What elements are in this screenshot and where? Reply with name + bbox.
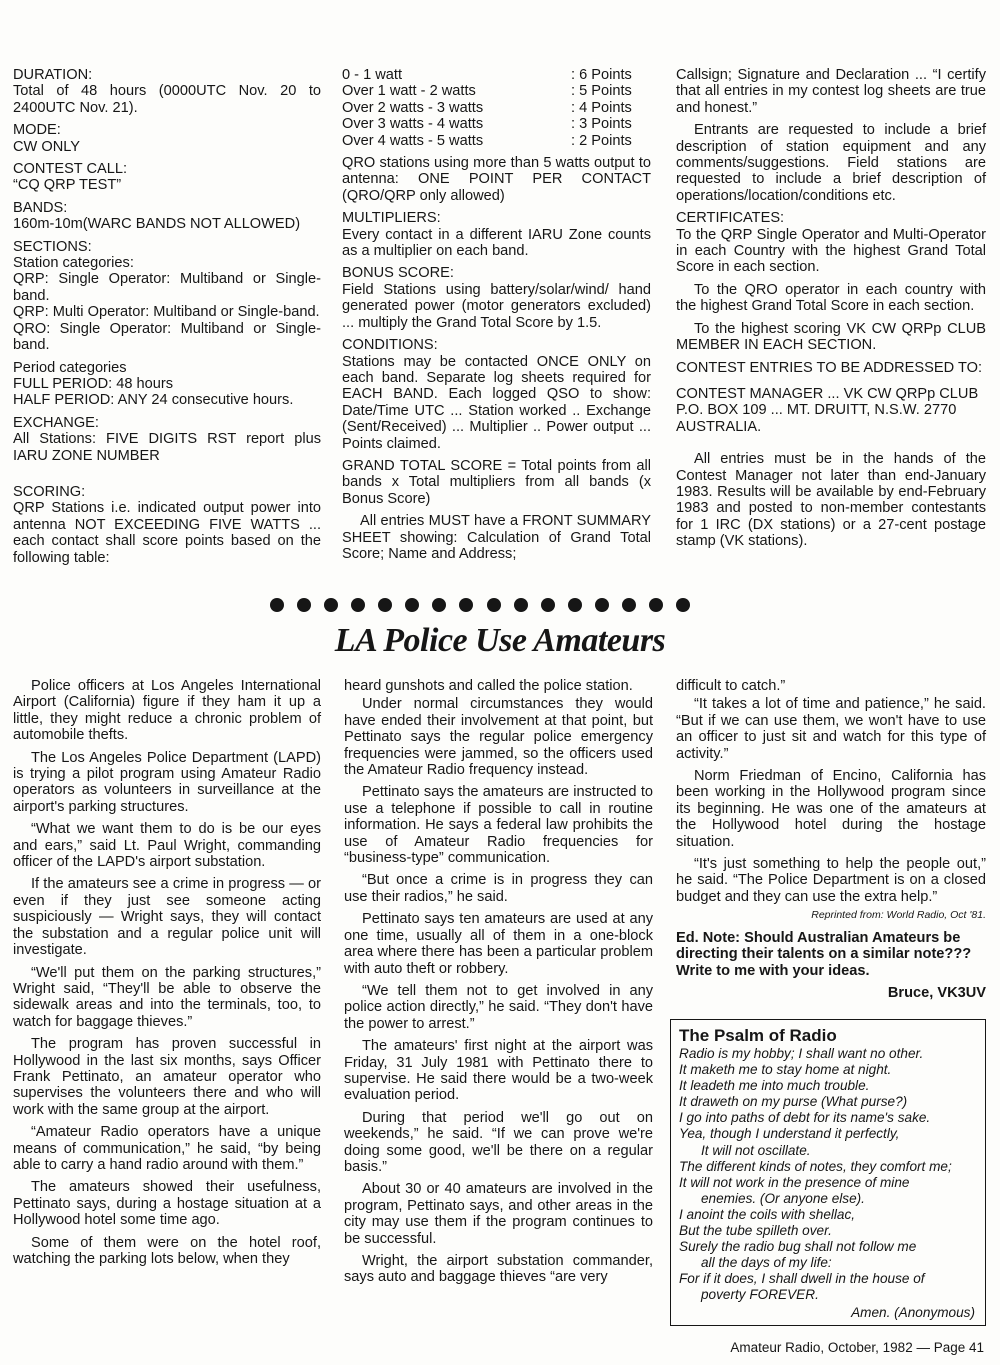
article-paragraph: Under normal circumstances they would have ended their involvement at that point, but Pettinato says the regular police emergency frequencies were jammed, so the officers used the Amateur Radio frequency instead. [344, 696, 653, 779]
article-paragraph: “But once a crime is in progress they can use their radios,” he said. [344, 872, 653, 905]
article-paragraph: heard gunshots and called the police station. [344, 678, 633, 694]
article-paragraph: Police officers at Los Angeles International Airport (California) figure if they ham it up a little, they might reduce a chronic problem of automobile thefts. [13, 678, 321, 744]
psalm-line: It leadeth me into much trouble. [679, 1078, 870, 1094]
points-table [342, 67, 651, 149]
psalm-title: The Psalm of Radio [679, 1026, 837, 1045]
category-2: QRP: Multi Operator: Multiband or Single-band. [13, 304, 320, 321]
sections-heading: SECTIONS: [13, 238, 92, 255]
divider-dot [514, 598, 528, 612]
contest-column-1 [13, 67, 321, 572]
article-column-2 [344, 678, 653, 1292]
psalm-line: poverty FOREVER. [701, 1287, 819, 1303]
divider-dot [622, 598, 636, 612]
psalm-box [670, 1019, 986, 1326]
article-paragraph: During that period we'll go out on weekends,” he said. “If we can prove we're doing some good, we'll be there on a regular basis.” [344, 1109, 653, 1175]
page-footer: Amateur Radio, October, 1982 — Page 41 [730, 1340, 984, 1355]
mode-heading: MODE: [13, 122, 61, 139]
psalm-line: It maketh me to stay home at night. [679, 1062, 892, 1078]
article-title: LA Police Use Amateurs [334, 622, 666, 659]
conditions-heading: CONDITIONS: [342, 337, 438, 354]
duration-text: Total of 48 hours (0000UTC Nov. 20 to 2400UTC Nov. 21). [13, 83, 321, 116]
contest-call-text: “CQ QRP TEST” [13, 177, 122, 194]
exchange-heading: EXCHANGE: [13, 414, 99, 431]
article-paragraph: “Amateur Radio operators have a unique means of communication,” he said, “by being able to carry a hand radio around with them.” [13, 1124, 321, 1173]
mode-text: CW ONLY [13, 138, 81, 155]
conditions-text: Stations may be contacted ONCE ONLY on each band. Separate log sheets required for EACH BAND. Each logged QSO to show: Date/Time UTC ... Station worked .. Exchange (Sent/Received) ... Multiplier .. Power output ... Points claimed. [342, 353, 651, 452]
contest-column-3 [676, 67, 986, 556]
article-paragraph: difficult to catch.” [676, 678, 786, 694]
psalm-amen: Amen. (Anonymous) [851, 1304, 975, 1320]
psalm-line: I go into paths of debt for its name's sake. [679, 1110, 931, 1126]
period-heading: Period categories [13, 359, 127, 376]
bonus-heading: BONUS SCORE: [342, 265, 454, 282]
address-heading: CONTEST ENTRIES TO BE ADDRESSED TO: [676, 359, 983, 376]
psalm-line: Surely the radio bug shall not follow me [679, 1239, 917, 1255]
divider-dot [432, 598, 446, 612]
exchange-text: All Stations: FIVE DIGITS RST report plus IARU ZONE NUMBER [13, 431, 321, 464]
editor-signature: Bruce, VK3UV [887, 984, 986, 1001]
contest-call-heading: CONTEST CALL: [13, 161, 128, 178]
qro-stations-text: QRO stations using more than 5 watts output to antenna: ONE POINT PER CONTACT (QRO/QRP only allowed) [342, 155, 651, 204]
reprint-credit: Reprinted from: World Radio, Oct '81. [811, 909, 986, 922]
article-paragraph: “It takes a lot of time and patience,” he said. “But if we can use them, we won't have to use an officer to just sit and watch for this type of activity.” [676, 696, 986, 762]
article-paragraph: “It's just something to help the people out,” he said. “The Police Department is on a closed budget and they can use the extra help.” [676, 856, 986, 905]
divider-dot [351, 598, 365, 612]
deadline-text: All entries must be in the hands of the Contest Manager not later than end-January 1983. Results will be available by end-February 1983 and posted to non-member contestants for 1 IRC (DX stations) or a 27-cent postage stamp (VK stations). [676, 451, 986, 550]
category-1: QRP: Single Operator: Multiband or Single-band. [13, 271, 321, 304]
divider-dot [297, 598, 311, 612]
points-row: 0 - 1 watt : 6 Points [342, 67, 632, 83]
article-paragraph: The Los Angeles Police Department (LAPD) is trying a pilot program using Amateur Radio operators as volunteers in surveillance at the airport's parking structures. [13, 749, 321, 815]
article-paragraph: About 30 or 40 amateurs are involved in the program, Pettinato says, and other areas in the city may use them if the program continues to be successful. [344, 1181, 653, 1247]
divider-dot [595, 598, 609, 612]
dot-divider [270, 598, 690, 612]
editor-note: Ed. Note: Should Australian Amateurs be directing their talents on a similar note??? Write to me with your ideas. [676, 929, 972, 979]
station-categories: Station categories: [13, 255, 134, 272]
article-paragraph: “What we want them to do is be our eyes and ears,” said Lt. Paul Wright, commanding officer of the LAPD's airport substation. [13, 821, 321, 871]
article-paragraph: The amateurs showed their usefulness, Pettinato says, during a hostage situation at a Hollywood hotel some time ago. [13, 1179, 321, 1229]
period-full: FULL PERIOD: 48 hours [13, 375, 174, 392]
divider-dot [270, 598, 284, 612]
qro-certificate-text: To the QRO operator in each country with the highest Grand Total Score in each section. [676, 281, 986, 315]
article-paragraph: “We tell them not to get involved in any police action directly,” he said. “They don't have the power to arrest.” [344, 982, 653, 1032]
psalm-line: I anoint the coils with shellac, [679, 1206, 856, 1222]
article-column-1 [13, 678, 321, 1273]
divider-dot [405, 598, 419, 612]
address-line-2: P.O. BOX 109 ... MT. DRUITT, N.S.W. 2770 [676, 402, 957, 419]
bonus-text: Field Stations using battery/solar/wind/ hand generated power (motor generators excluded) ... multiply the Grand Total Score by 1.5. [342, 281, 651, 331]
article-paragraph: Wright, the airport substation commander, says auto and baggage thieves “are very [344, 1253, 653, 1286]
grand-total-text: GRAND TOTAL SCORE = Total points from all bands x Total multipliers from all bands (x Bonus Score) [342, 457, 651, 507]
multipliers-text: Every contact in a different IARU Zone counts as a multiplier on each band. [342, 226, 651, 260]
psalm-line: It will not oscillate. [701, 1142, 811, 1158]
category-3: QRO: Single Operator: Multiband or Single-band. [13, 320, 321, 354]
divider-dot [541, 598, 555, 612]
psalm-line: all the days of my life: [701, 1255, 832, 1271]
address-line-1: CONTEST MANAGER ... VK CW QRPp CLUB [676, 385, 979, 402]
divider-dot [568, 598, 582, 612]
psalm-line: But the tube spilleth over. [679, 1223, 832, 1239]
article-paragraph: The program has proven successful in Hollywood in the last six months, says Officer Frank Pettinato, an amateur operator who supervises the volunteers there and who will work with the same group at the airport. [13, 1036, 321, 1118]
article-paragraph: Pettinato says ten amateurs are used at any one time, usually all of them in a one-block area where there has been a particular problem with auto theft or robbery. [344, 911, 653, 977]
article-paragraph: If the amateurs see a crime in progress — or even if they just see someone acting suspiciously — Wright says, they will contact the substation and a regular police unit will investigate. [13, 876, 321, 959]
points-row: Over 1 watt - 2 watts : 5 Points [342, 83, 632, 100]
scoring-text: QRP Stations i.e. indicated output power into antenna NOT EXCEEDING FIVE WATTS ... each contact shall score points based on the following table: [13, 500, 321, 566]
duration-heading: DURATION: [13, 67, 93, 83]
bands-text: 160m-10m(WARC BANDS NOT ALLOWED) [13, 216, 301, 233]
contest-column-2 [342, 67, 651, 568]
certificates-heading: CERTIFICATES: [676, 210, 785, 227]
bands-heading: BANDS: [13, 199, 68, 216]
article-paragraph: Pettinato says the amateurs are instructed to use a telephone if possible to call in routine information. He says a federal law prohibits the use of Amateur Radio frequencies for “business-type” communication. [344, 784, 653, 867]
psalm-line: It will not work in the presence of mine [679, 1174, 910, 1190]
divider-dot [676, 598, 690, 612]
psalm-line: Radio is my hobby; I shall want no other. [679, 1046, 924, 1061]
points-row: Over 4 watts - 5 watts : 2 Points [342, 132, 632, 149]
divider-dot [459, 598, 473, 612]
scoring-heading: SCORING: [13, 483, 86, 500]
period-half: HALF PERIOD: ANY 24 consecutive hours. [13, 392, 294, 409]
psalm-line: It draweth on my purse (What purse?) [679, 1094, 908, 1110]
article-paragraph: “We'll put them on the parking structures,” Wright said, “They'll be able to observe the sidewalk areas and into the terminals, too, to watch for baggage thieves.” [13, 964, 321, 1030]
article-paragraph: Some of them were on the hotel roof, watching the parking lots below, when they [13, 1234, 321, 1267]
multipliers-heading: MULTIPLIERS: [342, 210, 441, 227]
entrants-text: Entrants are requested to include a brief description of station equipment and any comments/suggestions. Field stations are requested to include a brief description of operations/location/conditions etc. [676, 122, 986, 204]
address-line-3: AUSTRALIA. [676, 418, 762, 435]
psalm-line: Yea, though I understand it perfectly, [679, 1126, 900, 1142]
article-column-3 [676, 678, 986, 1007]
psalm-line: For if it does, I shall dwell in the house of [679, 1271, 925, 1287]
entries-text: All entries MUST have a FRONT SUMMARY SHEET showing: Calculation of Grand Total Score; Name and Address; [342, 513, 651, 562]
divider-dot [649, 598, 663, 612]
vk-certificate-text: To the highest scoring VK CW QRPp CLUB MEMBER IN EACH SECTION. [676, 320, 986, 354]
psalm-line: enemies. (Or anyone else). [701, 1190, 865, 1206]
article-paragraph: Norm Friedman of Encino, California has been working in the Hollywood program since its beginning. He was one of the amateurs at the Hollywood hotel during the hostage situation. [676, 768, 986, 850]
divider-dot [487, 598, 501, 612]
article-paragraph: The amateurs' first night at the airport was Friday, 31 July 1981 with Pettinato there to supervise. He said there would be a two-week evaluation period. [344, 1038, 653, 1104]
certificates-text: To the QRP Single Operator and Multi-Operator in each Country with the highest Grand Total Score in each section. [676, 226, 986, 276]
callsign-text: Callsign; Signature and Declaration ... “I certify that all entries in my contest log sheets are true and honest.” [676, 67, 986, 116]
psalm-line: The different kinds of notes, they comfort me; [679, 1158, 952, 1174]
divider-dot [324, 598, 338, 612]
points-row: Over 3 watts - 4 watts : 3 Points [342, 116, 632, 133]
points-row: Over 2 watts - 3 watts : 4 Points [342, 99, 632, 116]
divider-dot [378, 598, 392, 612]
